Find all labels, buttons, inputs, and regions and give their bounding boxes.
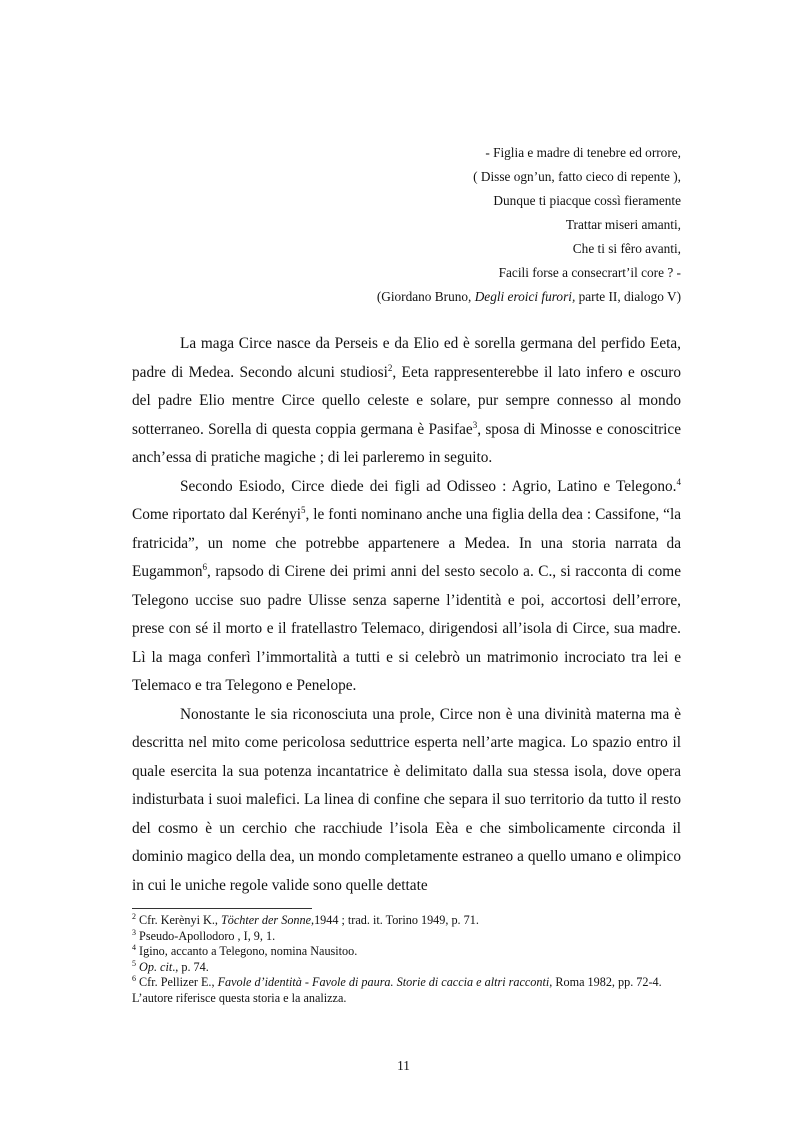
- attribution-work-title: Degli eroici furori,: [474, 289, 576, 304]
- footnote-title: Favole d’identità - Favole di paura. Storie di caccia e altri racconti: [217, 975, 550, 990]
- footnote-ref-3: 3: [472, 419, 478, 430]
- text-run: La maga Circe nasce da Perseis e da Elio ed è sorella germana del perfido Eeta, padre di Medea. Secondo alcuni studiosi: [132, 335, 681, 381]
- epigraph: [261, 141, 681, 309]
- footnote-5: [132, 960, 681, 976]
- body-text: [132, 330, 681, 900]
- epigraph-line: Che ti si fêro avanti,: [572, 241, 681, 256]
- footnote-text: Pseudo-Apollodoro , I, 9, 1.: [136, 928, 276, 943]
- epigraph-line: - Figlia e madre di tenebre ed orrore,: [485, 145, 681, 160]
- page-number: 11: [397, 1058, 410, 1073]
- epigraph-line: Trattar miseri amanti,: [565, 217, 681, 232]
- epigraph-line: Dunque ti piacque cossì fieramente: [493, 193, 681, 208]
- footnote-3: [132, 929, 681, 945]
- footnote-2: [132, 913, 681, 929]
- epigraph-line: Facili forse a consecrart’il core ? -: [498, 265, 681, 280]
- text-run: , le fonti nominano anche una figlia della dea : Cassifone, “la fratricida”, un nome che potrebbe appartenere a Medea. In una storia narrata da Eugammon: [132, 506, 681, 580]
- footnotes: [132, 913, 681, 1007]
- text-run: , Eeta rappresenterebbe il lato infero e oscuro del padre Elio mentre Circe quello celeste e solare, pur sempre connesso al mondo sotterraneo. Sorella di questa coppia germana è Pasifae: [132, 363, 681, 438]
- footnote-number: 3: [132, 927, 136, 937]
- text-run: , rapsodo di Cirene dei primi anni del sesto secolo a. C., si racconta di come Telegono uccise suo padre Ulisse senza saperne l’identità e poi, accortosi dell’errore, prese con sé il morto e il fratellastro Telemaco, dirigendosi all’isola di Circe, sua madre. Lì la maga conferì l’immortalità a tutti e si celebrò un matrimonio incrociato tra lei e Telemaco e tra Telegono e Penelope.: [132, 563, 681, 694]
- footnote-4: [132, 944, 681, 960]
- text-run: , sposa di Minosse e conoscitrice anch’essa di pratiche magiche ; di lei parleremo in seguito.: [132, 420, 682, 466]
- footnote-ref-2: 2: [387, 362, 393, 373]
- text-run: Come riportato dal Kerényi: [132, 506, 301, 523]
- paragraph-3: Nonostante le sia riconosciuta una prole, Circe non è una divinità materna ma è descritta nel mito come pericolosa seduttrice esperta nell’arte magica. Lo spazio entro il quale esercita la sua potenza incantatrice è delimitato dalla sua stessa isola, dove opera indisturbata i suoi malefici. La linea di confine che separa il suo territorio da tutto il resto del cosmo è un cerchio che racchiude l’isola Eèa e che simbolicamente circonda il dominio magico della dea, un mondo completamente estraneo a quello umano e olimpico in cui le uniche regole valide sono quelle dettate: [132, 705, 681, 894]
- footnote-text: ., p. 74.: [172, 959, 209, 974]
- attribution-open: (Giordano Bruno,: [376, 289, 475, 304]
- footnote-6: [132, 975, 681, 1006]
- footnote-title: Töchter der Sonne,: [220, 913, 315, 927]
- footnote-title: Op. cit: [139, 959, 173, 974]
- footnote-ref-6: 6: [202, 561, 208, 572]
- footnote-separator: [132, 908, 312, 909]
- footnote-number: 4: [132, 943, 136, 953]
- footnote-ref-4: 4: [676, 476, 681, 487]
- epigraph-line: ( Disse ogn’un, fatto cieco di repente ),: [473, 169, 681, 184]
- paragraph-2: [132, 473, 681, 701]
- footnote-number: 2: [132, 911, 136, 921]
- footnote-ref-5: 5: [301, 504, 306, 515]
- attribution-rest: parte II, dialogo V): [575, 289, 681, 304]
- paragraph-1: [132, 330, 681, 473]
- footnote-number: 6: [132, 974, 136, 984]
- footnote-text: Cfr. Pellizer E.,: [136, 975, 218, 990]
- footnote-text: , Roma 1982, pp. 72-4. L’autore riferisce questa storia e la analizza.: [132, 975, 662, 1005]
- footnote-text: Cfr. Kerènyi K.,: [136, 913, 221, 927]
- footnote-text: 1944 ; trad. it. Torino 1949, p. 71.: [314, 913, 479, 927]
- footnote-text: Igino, accanto a Telegono, nomina Nausitoo.: [136, 944, 358, 959]
- epigraph-attribution: [261, 285, 681, 309]
- text-run: Secondo Esiodo, Circe diede dei figli ad Odisseo : Agrio, Latino e Telegono.: [180, 477, 677, 495]
- footnote-number: 5: [132, 958, 136, 968]
